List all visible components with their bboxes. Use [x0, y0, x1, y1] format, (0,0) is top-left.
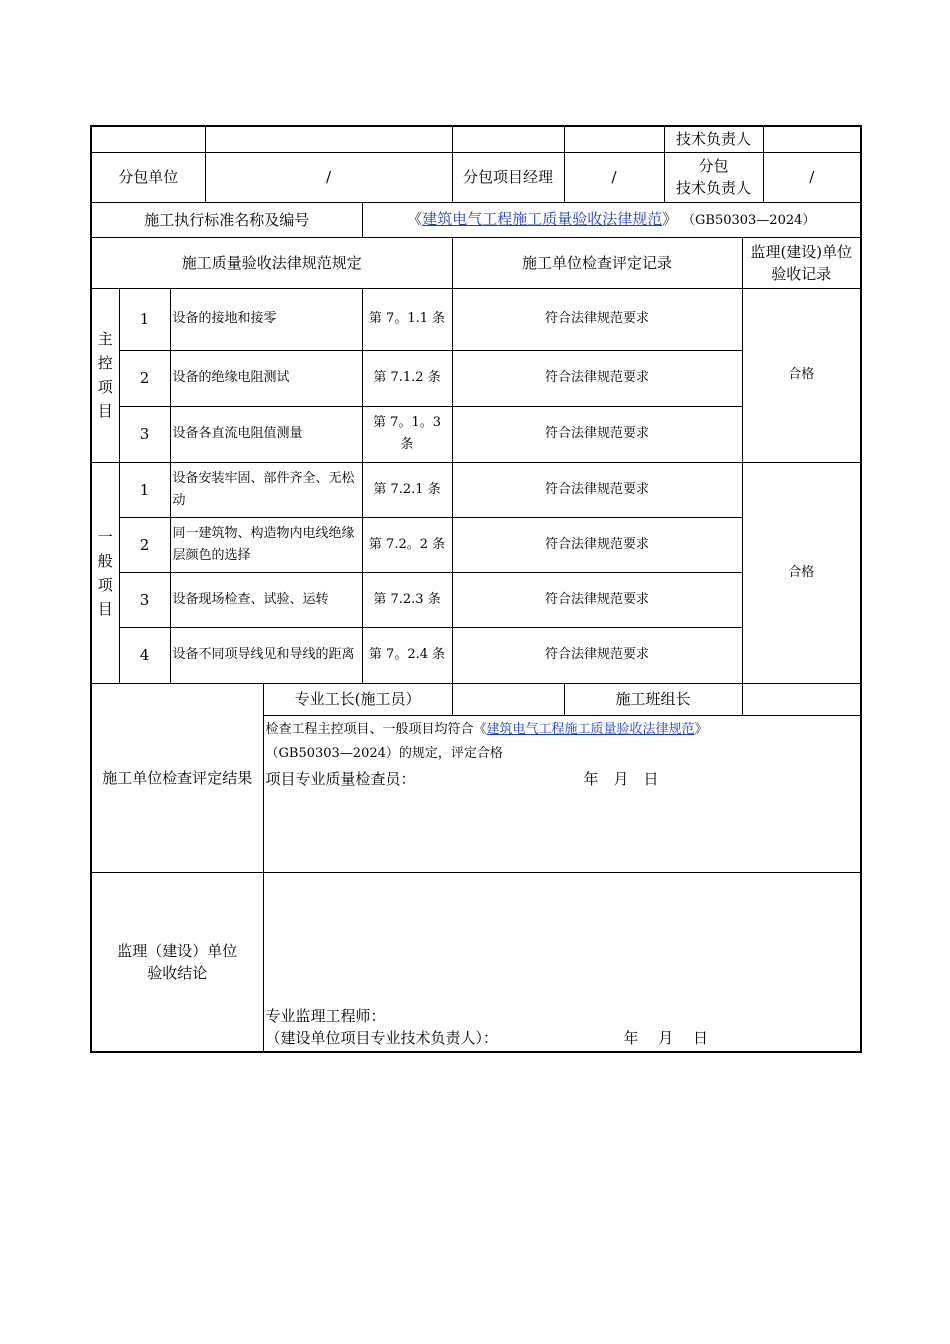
general-group-char: 项 — [97, 575, 113, 594]
sub-tech-lead-value: / — [763, 152, 861, 202]
item-description: 设备现场检查、试验、运转 — [170, 572, 362, 627]
supervisor-header-line2: 验收记录 — [771, 264, 832, 283]
item-record: 符合法律规范要求 — [452, 627, 742, 683]
sub-unit-label: 分包单位 — [91, 152, 205, 202]
main-items-verdict: 合格 — [742, 288, 861, 462]
inspector-label: 项目专业质量检查员： — [265, 769, 416, 788]
item-description: 设备安装牢固、部件齐全、无松动 — [170, 462, 362, 517]
team-lead-value — [742, 683, 861, 715]
main-group-char: 控 — [97, 354, 113, 372]
engineer-label: 专业监理工程师： — [265, 1007, 386, 1025]
sub-unit-value: / — [205, 152, 452, 202]
item-clause: 第 7.1.2 条 — [362, 350, 452, 406]
standard-code: （GB50303—2024） — [682, 212, 816, 228]
supervision-content — [263, 872, 861, 1052]
main-group-char: 项 — [97, 378, 113, 396]
result-text-prefix: 检查工程主控项目、一般项目均符合 — [265, 721, 474, 737]
inspector-date: 年 月 日 — [583, 769, 659, 788]
standard-open-bracket: 《 — [407, 209, 423, 228]
result-label: 施工单位检查评定结果 — [91, 683, 263, 872]
item-clause: 第 7.2.3 条 — [362, 572, 452, 627]
item-clause: 第 7.2。2 条 — [362, 517, 452, 572]
inspection-table — [90, 125, 862, 1053]
foreman-label: 专业工长(施工员） — [263, 683, 452, 715]
sub-pm-label: 分包项目经理 — [452, 152, 564, 202]
item-description: 设备不同项导线见和导线的距离 — [170, 627, 362, 683]
result-text-line1 — [266, 718, 859, 742]
item-number: 2 — [119, 350, 170, 406]
sub-tech-lead-label-line2: 技术负责人 — [676, 179, 752, 197]
supervision-label-line1: 监理（建设）单位 — [117, 941, 238, 960]
standard-label: 施工执行标准名称及编号 — [91, 202, 362, 237]
inspection-form — [90, 125, 860, 1053]
item-record: 符合法律规范要求 — [452, 288, 742, 350]
supervisor-header-line1: 监理(建设)单位 — [750, 242, 853, 261]
general-group-char: 般 — [97, 551, 113, 570]
supervision-label — [91, 872, 263, 1052]
result-close-bracket: 》 — [694, 721, 708, 737]
result-open-bracket: 《 — [473, 721, 487, 737]
sub-tech-lead-label — [664, 152, 763, 202]
item-number: 4 — [119, 627, 170, 683]
tech-lead-label: 技术负责人 — [664, 126, 763, 152]
main-group-char: 主 — [97, 330, 113, 348]
general-items-verdict: 合格 — [742, 462, 861, 683]
result-text-line2: （GB50303—2024）的规定，评定合格 — [265, 745, 503, 761]
supervision-date: 年 月 日 — [623, 1029, 709, 1047]
supervisor-column-header — [742, 237, 861, 288]
item-record: 符合法律规范要求 — [452, 462, 742, 517]
general-items-group-label — [91, 462, 119, 683]
item-description: 设备的接地和接零 — [170, 288, 362, 350]
blank-cell — [91, 126, 205, 152]
item-description: 设备的绝缘电阻测试 — [170, 350, 362, 406]
sub-pm-value: / — [564, 152, 664, 202]
item-record: 符合法律规范要求 — [452, 350, 742, 406]
foreman-value — [452, 683, 564, 715]
standard-name-link[interactable]: 建筑电气工程施工质量验收法律规范 — [422, 209, 663, 228]
supervision-label-line2: 验收结论 — [147, 963, 208, 982]
blank-cell — [452, 126, 564, 152]
standard-close-bracket: 》 — [662, 209, 678, 228]
item-clause: 第 7。1。3 条 — [362, 406, 452, 462]
sub-tech-lead-label-line1: 分包 — [698, 157, 729, 175]
owner-line — [266, 1027, 859, 1049]
team-lead-label: 施工班组长 — [564, 683, 742, 715]
item-clause: 第 7。1.1 条 — [362, 288, 452, 350]
item-number: 1 — [119, 288, 170, 350]
general-group-char: 一 — [97, 527, 113, 546]
main-group-char: 目 — [97, 402, 113, 420]
item-number: 3 — [119, 406, 170, 462]
item-number: 1 — [119, 462, 170, 517]
item-description: 设备各直流电阻值测量 — [170, 406, 362, 462]
item-description: 同一建筑物、构造物内电线绝缘层颜色的选择 — [170, 517, 362, 572]
main-items-group-label — [91, 288, 119, 462]
standard-value — [362, 202, 861, 237]
item-number: 2 — [119, 517, 170, 572]
spec-column-header: 施工质量验收法律规范规定 — [91, 237, 452, 288]
tech-lead-value — [763, 126, 861, 152]
general-group-char: 目 — [97, 599, 113, 618]
record-column-header: 施工单位检查评定记录 — [452, 237, 742, 288]
result-content — [263, 715, 861, 872]
item-record: 符合法律规范要求 — [452, 572, 742, 627]
item-clause: 第 7.2.1 条 — [362, 462, 452, 517]
blank-cell — [564, 126, 664, 152]
blank-cell — [205, 126, 452, 152]
item-number: 3 — [119, 572, 170, 627]
item-record: 符合法律规范要求 — [452, 406, 742, 462]
item-clause: 第 7。2.4 条 — [362, 627, 452, 683]
item-record: 符合法律规范要求 — [452, 517, 742, 572]
inspector-line — [266, 766, 859, 792]
result-standard-link[interactable]: 建筑电气工程施工质量验收法律规范 — [486, 721, 695, 737]
owner-label: （建设单位项目专业技术负责人）： — [265, 1029, 499, 1047]
